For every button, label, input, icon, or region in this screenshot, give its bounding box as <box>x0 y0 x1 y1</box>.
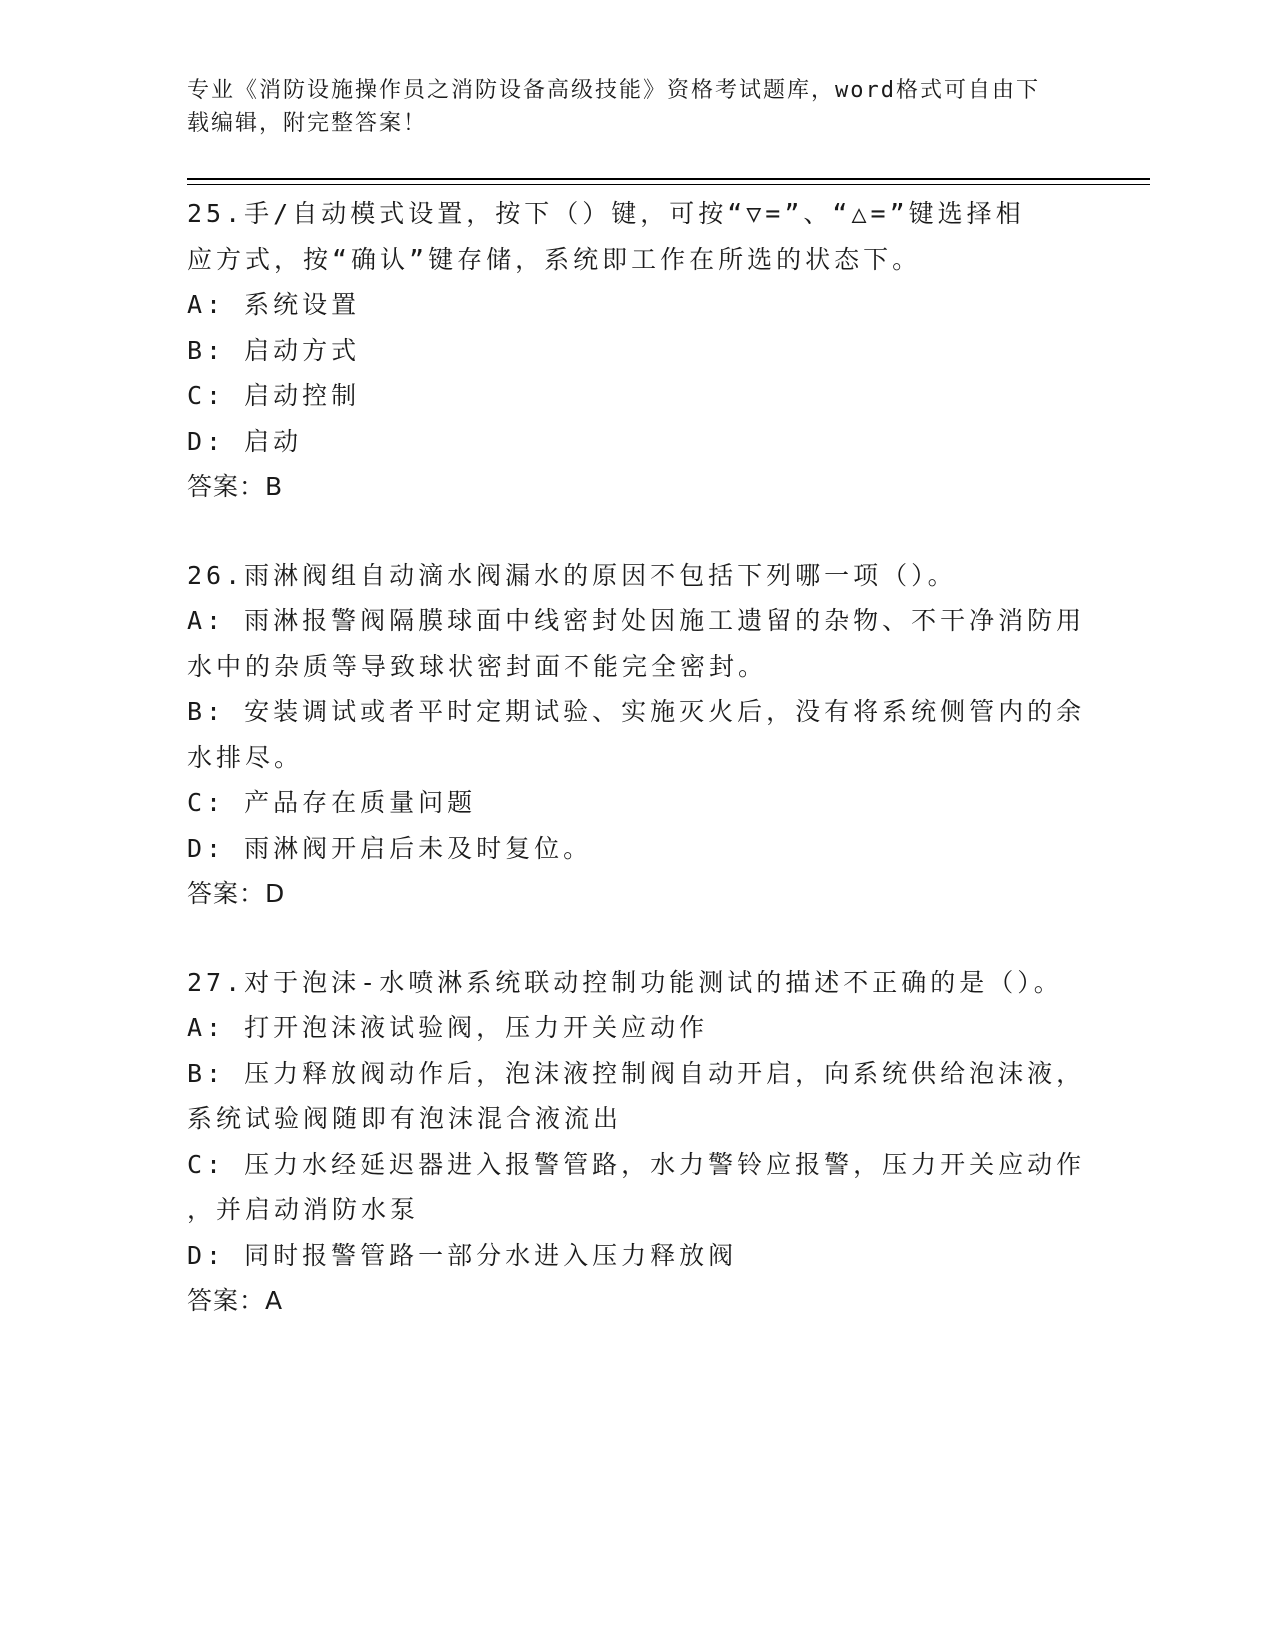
option-b: B: 压力释放阀动作后，泡沫液控制阀自动开启，向系统供给泡沫液， <box>187 1058 1086 1088</box>
question-stem-line: 应方式，按“确认”键存储，系统即工作在所选的状态下。 <box>187 244 922 274</box>
option-b: B: 启动方式 <box>187 335 361 365</box>
option-b-continued: 水排尽。 <box>187 742 304 772</box>
question-stem-line: 26.雨淋阀组自动滴水阀漏水的原因不包括下列哪一项（）。 <box>187 560 957 590</box>
question-stem-line: 27.对于泡沫-水喷淋系统联动控制功能测试的描述不正确的是（）。 <box>187 967 1063 997</box>
answer-label: 答案：A <box>187 1286 284 1315</box>
option-d: D: 雨淋阀开启后未及时复位。 <box>187 833 593 863</box>
option-a: A: 系统设置 <box>187 290 361 319</box>
header-rule-thin <box>187 184 1150 185</box>
option-d: D: 启动 <box>187 426 303 456</box>
header-rule-thick <box>187 178 1150 180</box>
option-a: A: 打开泡沫液试验阀，压力开关应动作 <box>187 1013 709 1042</box>
header-line-1: 专业《消防设施操作员之消防设备高级技能》资格考试题库，word格式可自由下 <box>187 78 1040 103</box>
option-c: C: 启动控制 <box>187 381 361 410</box>
header-line-2: 载编辑，附完整答案！ <box>187 111 428 136</box>
option-b: B: 安装调试或者平时定期试验、实施灭火后，没有将系统侧管内的余 <box>187 697 1086 726</box>
answer-label: 答案：D <box>187 879 286 908</box>
document-header <box>187 74 1067 140</box>
question-27 <box>187 960 1087 1324</box>
option-c: C: 压力水经延迟器进入报警管路，水力警铃应报警，压力开关应动作 <box>187 1149 1086 1179</box>
option-d: D: 同时报警管路一部分水进入压力释放阀 <box>187 1240 738 1270</box>
option-a-continued: 水中的杂质等导致球状密封面不能完全密封。 <box>187 651 768 681</box>
option-c: C: 产品存在质量问题 <box>187 788 477 817</box>
question-list <box>187 191 1087 1367</box>
question-26 <box>187 553 1087 917</box>
option-b-continued: 系统试验阀随即有泡沫混合液流出 <box>187 1104 623 1133</box>
answer-label: 答案：B <box>187 472 284 501</box>
option-a: A: 雨淋报警阀隔膜球面中线密封处因施工遗留的杂物、不干净消防用 <box>187 606 1086 635</box>
question-stem-line: 25.手/自动模式设置，按下（）键，可按“▽=”、“△=”键选择相 <box>187 199 1025 228</box>
option-c-continued: ，并启动消防水泵 <box>187 1195 420 1224</box>
question-25 <box>187 191 1087 510</box>
